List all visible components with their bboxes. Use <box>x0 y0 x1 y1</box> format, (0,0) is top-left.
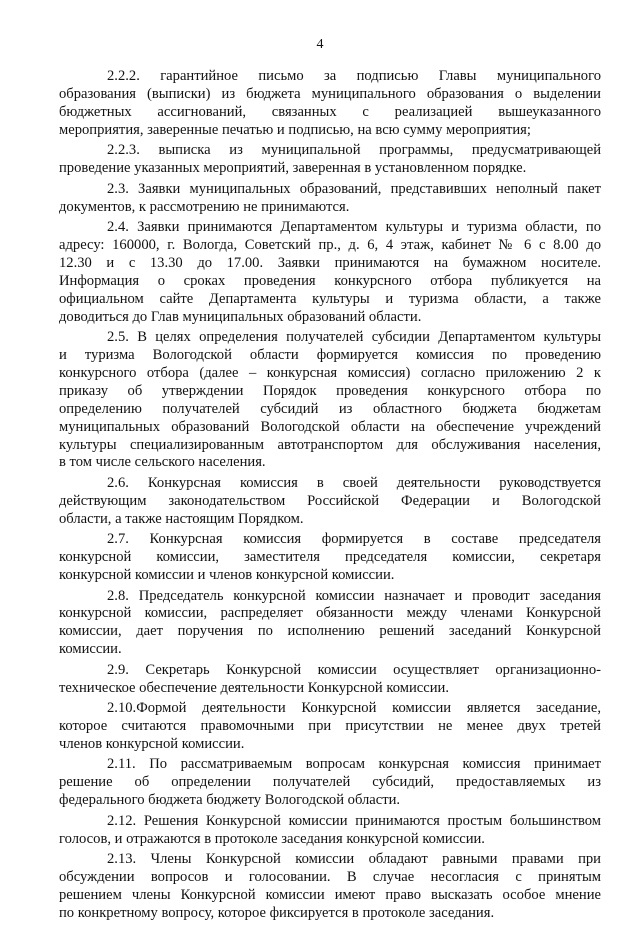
text-line: 2.5. В целях определения получателей субсидии Департаментом культуры <box>107 329 601 346</box>
text-line: мероприятия, заверенные печатью и подписью, на всю сумму мероприятия; <box>59 121 531 138</box>
text-line: области, а также настоящим Порядком. <box>59 510 304 527</box>
text-line: конкурсной комиссии, распределяет обязанности между членами Конкурсной <box>59 605 601 622</box>
text-line: бюджетных ассигнований, связанных с реализацией вышеуказанного <box>59 103 601 120</box>
text-line: 2.12. Решения Конкурсной комиссии принимаются простым большинством <box>107 812 601 829</box>
text-line: голосов, и отражаются в протоколе заседания конкурсной комиссии. <box>59 830 485 847</box>
paragraph-2-5 <box>59 329 601 472</box>
text-line: 2.8. Председатель конкурсной комиссии назначает и проводит заседания <box>107 587 601 604</box>
text-line: 2.13. Члены Конкурсной комиссии обладают равными правами при <box>107 851 601 868</box>
text-line: комиссии. <box>59 641 122 658</box>
text-line: 2.6. Конкурсная комиссия в своей деятельности руководствуется <box>107 474 601 491</box>
text-line: доводиться до Глав муниципальных образований области. <box>59 308 422 325</box>
paragraph-2-10 <box>59 700 601 754</box>
page-number: 4 <box>316 37 324 52</box>
text-line: 12.30 и с 13.30 до 17.00. Заявки принимаются на бумажном носителе. <box>59 254 601 271</box>
text-line: и туризма Вологодской области формируется комиссия по проведению <box>59 346 601 363</box>
paragraph-2-13 <box>59 851 601 923</box>
paragraph-2-8 <box>59 588 601 660</box>
text-line: муниципальных образований Вологодской области на обеспечение учреждений <box>59 418 601 435</box>
paragraph-2-2-2 <box>59 68 601 140</box>
text-line: определению получателей субсидий из областного бюджета бюджетам <box>59 400 601 417</box>
text-line: 2.2.3. выписка из муниципальной программы, предусматривающей <box>107 142 601 159</box>
text-line: в том числе сельского населения. <box>59 454 266 471</box>
text-line: культуры специализированным автотранспортом для обслуживания населения, <box>59 436 601 453</box>
text-line: 2.7. Конкурсная комиссия формируется в составе председателя <box>107 531 601 548</box>
text-line: федерального бюджета бюджету Вологодской области. <box>59 792 401 809</box>
text-line: которое считаются правомочными при присутствии не менее двух третей <box>59 718 601 735</box>
text-line: конкурсной комиссии и членов конкурсной комиссии. <box>59 567 395 584</box>
text-line: адресу: 160000, г. Вологда, Советский пр., д. 6, 4 этаж, кабинет № 6 с 8.00 до <box>59 236 601 253</box>
text-line: конкурсной комиссии, заместителя председателя комиссии, секретаря <box>59 549 601 566</box>
text-line: членов конкурсной комиссии. <box>59 735 245 752</box>
text-line: действующим законодательством Российской Федерации и Вологодской <box>59 492 601 509</box>
paragraph-2-11 <box>59 756 601 810</box>
text-line: 2.9. Секретарь Конкурсной комиссии осуществляет организационно- <box>107 661 601 678</box>
paragraph-2-9 <box>59 662 601 698</box>
paragraph-2-4 <box>59 219 601 326</box>
paragraph-2-7 <box>59 531 601 585</box>
text-line: документов, к рассмотрению не принимаются. <box>59 198 350 215</box>
text-line: 2.10.Формой деятельности Конкурсной комиссии является заседание, <box>107 700 601 717</box>
text-line: техническое обеспечение деятельности Конкурсной комиссии. <box>59 679 449 696</box>
text-line: конкурсного отбора (далее – конкурсная комиссия) согласно приложению 2 к <box>59 364 601 381</box>
text-line: приказу об утверждении Порядок проведения конкурсного отбора по <box>59 382 601 399</box>
text-line: комиссии, дает поручения по исполнению решений заседаний Конкурсной <box>59 623 601 640</box>
text-line: 2.3. Заявки муниципальных образований, представивших неполный пакет <box>107 180 601 197</box>
paragraph-2-3 <box>59 181 601 217</box>
text-line: 2.11. По рассматриваемым вопросам конкурсная комиссия принимает <box>107 756 601 773</box>
text-line: проведение указанных мероприятий, заверенная в установленном порядке. <box>59 160 527 177</box>
document-body <box>59 68 601 925</box>
paragraph-2-2-3 <box>59 142 601 178</box>
text-line: 2.2.2. гарантийное письмо за подписью Главы муниципального <box>107 68 601 84</box>
text-line: по конкретному вопросу, которое фиксируется в протоколе заседания. <box>59 904 495 921</box>
text-line: Информация о сроках проведения конкурсного отбора публикуется на <box>59 272 601 289</box>
paragraph-2-6 <box>59 475 601 529</box>
text-line: официальном сайте Департамента культуры и туризма области, а также <box>59 290 601 307</box>
text-line: обсуждении вопросов и голосовании. В случае несогласия с принятым <box>59 869 601 886</box>
text-line: решение об определении получателей субсидий, предоставляемых из <box>59 774 601 791</box>
text-line: решением члены Конкурсной комиссии имеют право высказать особое мнение <box>59 887 601 903</box>
paragraph-2-12 <box>59 813 601 849</box>
text-line: 2.4. Заявки принимаются Департаментом культуры и туризма области, по <box>107 219 601 236</box>
text-line: образования (выписки) из бюджета муниципального образования о выделении <box>59 85 601 102</box>
